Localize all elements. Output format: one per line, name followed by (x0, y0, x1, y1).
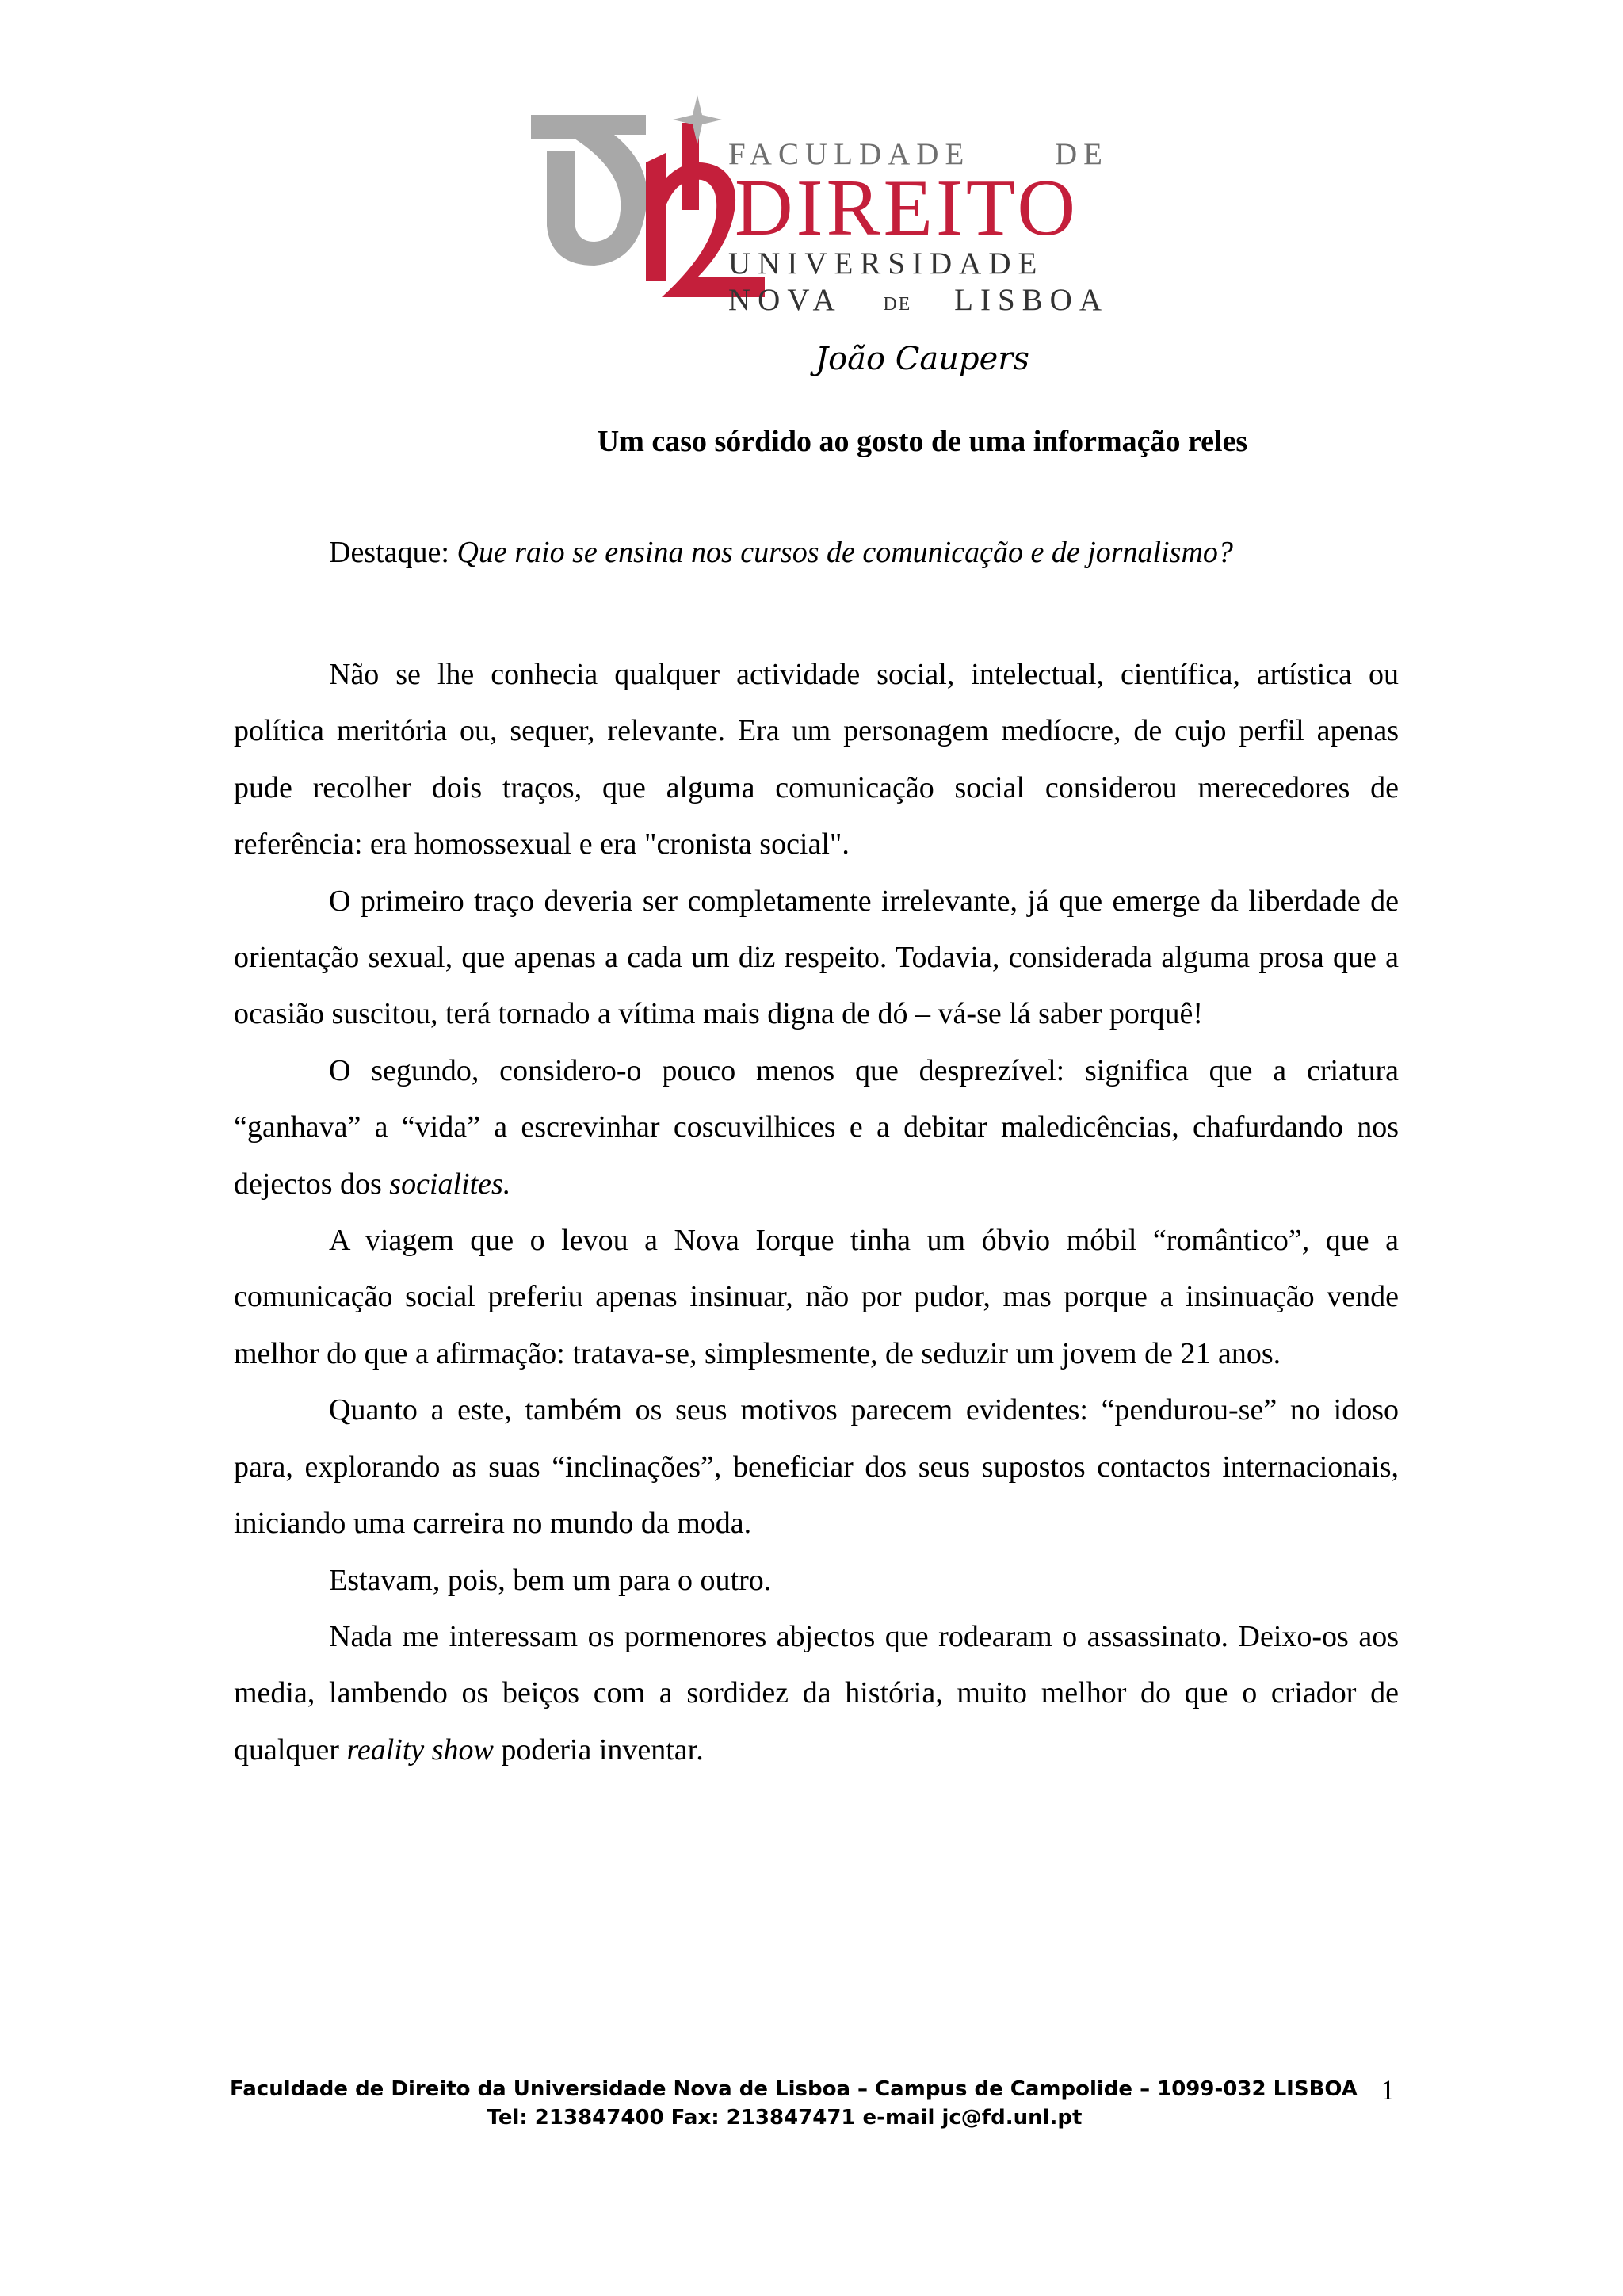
faculty-logo (527, 91, 1113, 317)
paragraph-text: Nada me interessam os pormenores abjectos que rodearam o assassinato. Deixo-os aos media, lambendo os beiços com a sordidez da história, muito melhor do que o criador de qualquer (234, 1619, 1399, 1767)
logo-word-de: DE (883, 294, 912, 315)
highlight-label: Destaque: (329, 536, 449, 569)
paragraph-text: O segundo, considero-o pouco menos que desprezível: significa que a criatura “ganhava” a “vida” a escrevinhar coscuvilhices e a debitar maledicências, chafurdando nos dejectos dos (234, 1053, 1399, 1201)
footer-address: Faculdade de Direito da Universidade Nova de Lisboa – Campus de Campolide – 1099-032 LISBOA (230, 2077, 1358, 2101)
paragraph-italic: socialites. (389, 1167, 511, 1201)
paragraph: Quanto a este, também os seus motivos parecem evidentes: “pendurou-se” no idoso para, explorando as suas “inclinações”, beneficiar dos seus supostos contactos internacionais, iniciando uma carreira no mundo da moda. (234, 1393, 1399, 1541)
page-footer (230, 2075, 1358, 2132)
article-body (234, 647, 1399, 1778)
logo-word-lisboa: LISBOA (954, 283, 1109, 317)
logo-line-universidade: UNIVERSIDADE (728, 246, 1044, 281)
logo-line-faculdade: FACULDADE DE (728, 137, 1109, 171)
page-number: 1 (1381, 2074, 1395, 2106)
footer-contacts: Tel: 213847400 Fax: 213847471 e-mail jc@fd.unl.pt (487, 2106, 1083, 2130)
highlight-line (329, 535, 1233, 570)
paragraph-text: poderia inventar. (493, 1733, 704, 1767)
logo-wordmark (728, 137, 1109, 322)
highlight-question: Que raio se ensina nos cursos de comunicação e de jornalismo? (456, 536, 1233, 569)
article-title: Um caso sórdido ao gosto de uma informação reles (597, 425, 1248, 458)
author-name: João Caupers (815, 341, 1029, 377)
logo-word-nova: NOVA (728, 283, 841, 317)
paragraph (234, 1043, 1399, 1213)
paragraph: O primeiro traço deveria ser completamente irrelevante, já que emerge da liberdade de orientação sexual, que apenas a cada um diz respeito. Todavia, considerada alguma prosa que a ocasião suscitou, terá tornado a vítima mais digna de dó – vá-se lá saber porquê! (234, 884, 1399, 1031)
paragraph-italic: reality show (346, 1733, 494, 1767)
paragraph: A viagem que o levou a Nova Iorque tinha um óbvio móbil “romântico”, que a comunicação social preferiu apenas insinuar, não por pudor, mas porque a insinuação vende melhor do que a afirmação: tratava-se, simplesmente, de seduzir um jovem de 21 anos. (234, 1224, 1399, 1370)
paragraph: Estavam, pois, bem um para o outro. (329, 1563, 772, 1597)
logo-line-direito: DIREITO (735, 163, 1079, 253)
logo-line-nova-lisboa (728, 283, 1109, 322)
paragraph: Não se lhe conhecia qualquer actividade social, intelectual, científica, artística ou política meritória ou, sequer, relevante. Era um personagem medíocre, de cujo perfil apenas pude recolher dois traços, que alguma comunicação social considerou merecedores de referência: era homossexual e era "cronista social". (234, 658, 1399, 861)
paragraph (234, 1609, 1399, 1778)
